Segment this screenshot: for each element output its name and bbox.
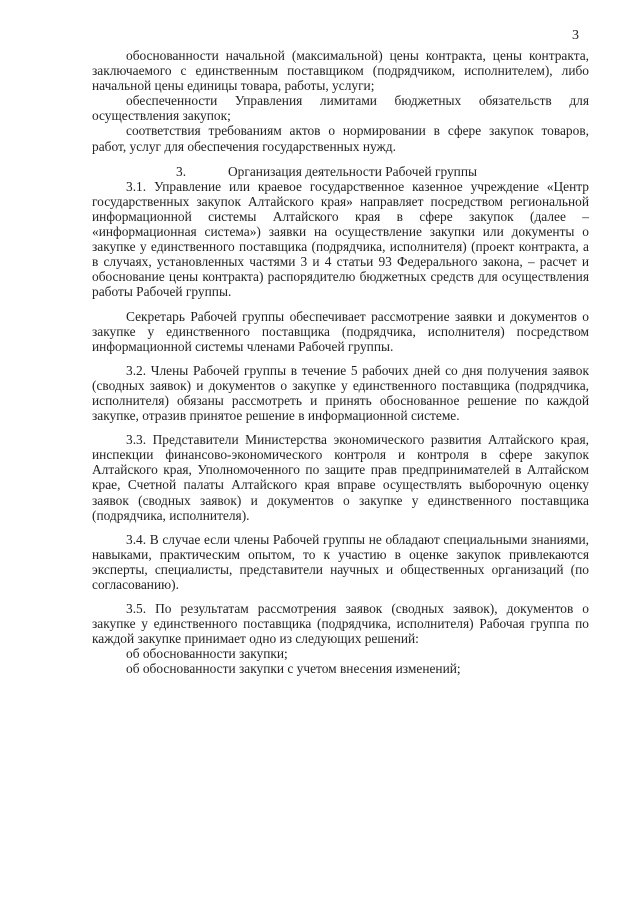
- paragraph-3-4: 3.4. В случае если члены Рабочей группы не обладают специальными знаниями, навыками, практическим опытом, то к участию в оценке закупок привлекаются эксперты, специалисты, представители научных и общественных организаций (по согласованию).: [92, 531, 589, 592]
- section-title: Организация деятельности Рабочей группы: [228, 163, 477, 179]
- section-heading: [92, 164, 589, 179]
- document-body: [92, 48, 589, 677]
- paragraph-3-2: 3.2. Члены Рабочей группы в течение 5 рабочих дней со дня получения заявок (сводных заявок) и документов о закупке у единственного поставщика (подрядчика, исполнителя) обязаны рассмотреть и принять обоснованное решение по каждой закупке, отразив принятое решение в информационной системе.: [92, 362, 589, 424]
- paragraph-secretary: Секретарь Рабочей группы обеспечивает рассмотрение заявки и документов о закупке у единственного поставщика (подрядчика, исполнителя) посредством информационной системы членами Рабочей группы.: [92, 308, 589, 354]
- paragraph-3-1: 3.1. Управление или краевое государственное казенное учреждение «Центр государственных закупок Алтайского края» направляет посредством региональной информационной системы Алтайского края в сфере закупок (далее – «информационная система») заявки на осуществление закупки или документы о закупке у единственного поставщика (подрядчика, исполнителя) (проект контракта, а в случаях, установленных частями 3 и 4 статьи 93 Федерального закона, – расчет и обоснование цены контракта) распорядителю бюджетных средств для осуществления работы Рабочей группы.: [92, 178, 589, 300]
- section-number: 3.: [176, 163, 187, 179]
- page-number: 3: [572, 28, 579, 43]
- paragraph-3-3: 3.3. Представители Министерства экономического развития Алтайского края, инспекции финансово-экономического контроля и контроля в сфере закупок Алтайского края, Уполномоченного по защите прав предпринимателей в Алтайском крае, Счетной палаты Алтайского края вправе осуществлять выборочную оценку заявок (сводных заявок) и документов о закупке у единственного поставщика (подрядчика, исполнителя).: [92, 432, 589, 523]
- list-item-decision-justified: об обоснованности закупки;: [126, 646, 288, 662]
- paragraph-3-5: 3.5. По результатам рассмотрения заявок (сводных заявок), документов о закупке у единственного поставщика (подрядчика, исполнителя) Рабочая группа по каждой закупке принимает одно из следующих решений:: [92, 601, 589, 647]
- paragraph-budget-limits: обеспеченности Управления лимитами бюджетных обязательств для осуществления закупок;: [92, 93, 589, 124]
- paragraph-norming-compliance: соответствия требованиям актов о нормировании в сфере закупок товаров, работ, услуг для обеспечения государственных нужд.: [92, 123, 589, 154]
- paragraph-justification-price: обоснованности начальной (максимальной) цены контракта, цены контракта, заключаемого с единственным поставщиком (подрядчиком, исполнителем), либо начальной цены единицы товара, работы, услуги;: [92, 48, 589, 94]
- list-item-decision-with-changes: об обоснованности закупки с учетом внесения изменений;: [126, 661, 461, 677]
